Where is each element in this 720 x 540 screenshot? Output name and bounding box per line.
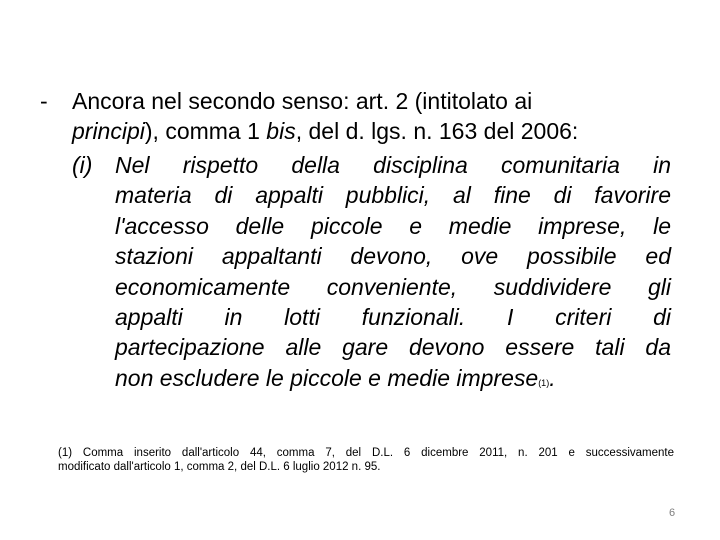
quote-last-text: non escludere le piccole e medie imprese bbox=[115, 364, 539, 391]
bullet-text-line-2 bbox=[72, 116, 578, 146]
principi-italic: principi bbox=[72, 118, 145, 144]
footnote-line-2: modificato dall'articolo 1, comma 2, del D.L. 6 luglio 2012 n. 95. bbox=[58, 461, 381, 473]
bullet-dash: - bbox=[40, 88, 48, 114]
footnote-reference: (1) bbox=[538, 377, 550, 388]
quote-last-line bbox=[115, 363, 671, 393]
quoted-legal-text bbox=[115, 150, 671, 393]
quote-line: stazioni appaltanti devono, ove possibile ed bbox=[115, 243, 671, 270]
quote-end-punct: . bbox=[549, 364, 556, 391]
quote-line: partecipazione alle gare devono essere tali da bbox=[115, 334, 671, 361]
sub-item-marker: (i) bbox=[72, 152, 93, 178]
footnote-line-1: (1) Comma inserito dall'articolo 44, comma 7, del D.L. 6 dicembre 2011, n. 201 e successivamente bbox=[58, 447, 674, 459]
quote-line: l'accesso delle piccole e medie imprese, le bbox=[115, 212, 671, 239]
bullet-text-line-1: Ancora nel secondo senso: art. 2 (intitolato ai bbox=[72, 88, 533, 114]
quote-line: materia di appalti pubblici, al fine di favorire bbox=[115, 182, 671, 209]
line2-middle: ), comma 1 bbox=[144, 118, 267, 144]
line2-end: , del d. lgs. n. 163 del 2006: bbox=[295, 118, 579, 144]
quote-line: economicamente conveniente, suddividere gli bbox=[115, 273, 671, 300]
quote-line: Nel rispetto della disciplina comunitaria in bbox=[115, 152, 671, 178]
quote-line: appalti in lotti funzionali. I criteri di bbox=[115, 303, 671, 330]
footnote bbox=[58, 446, 674, 474]
page-number: 6 bbox=[669, 507, 676, 519]
bis-italic: bis bbox=[266, 118, 296, 144]
